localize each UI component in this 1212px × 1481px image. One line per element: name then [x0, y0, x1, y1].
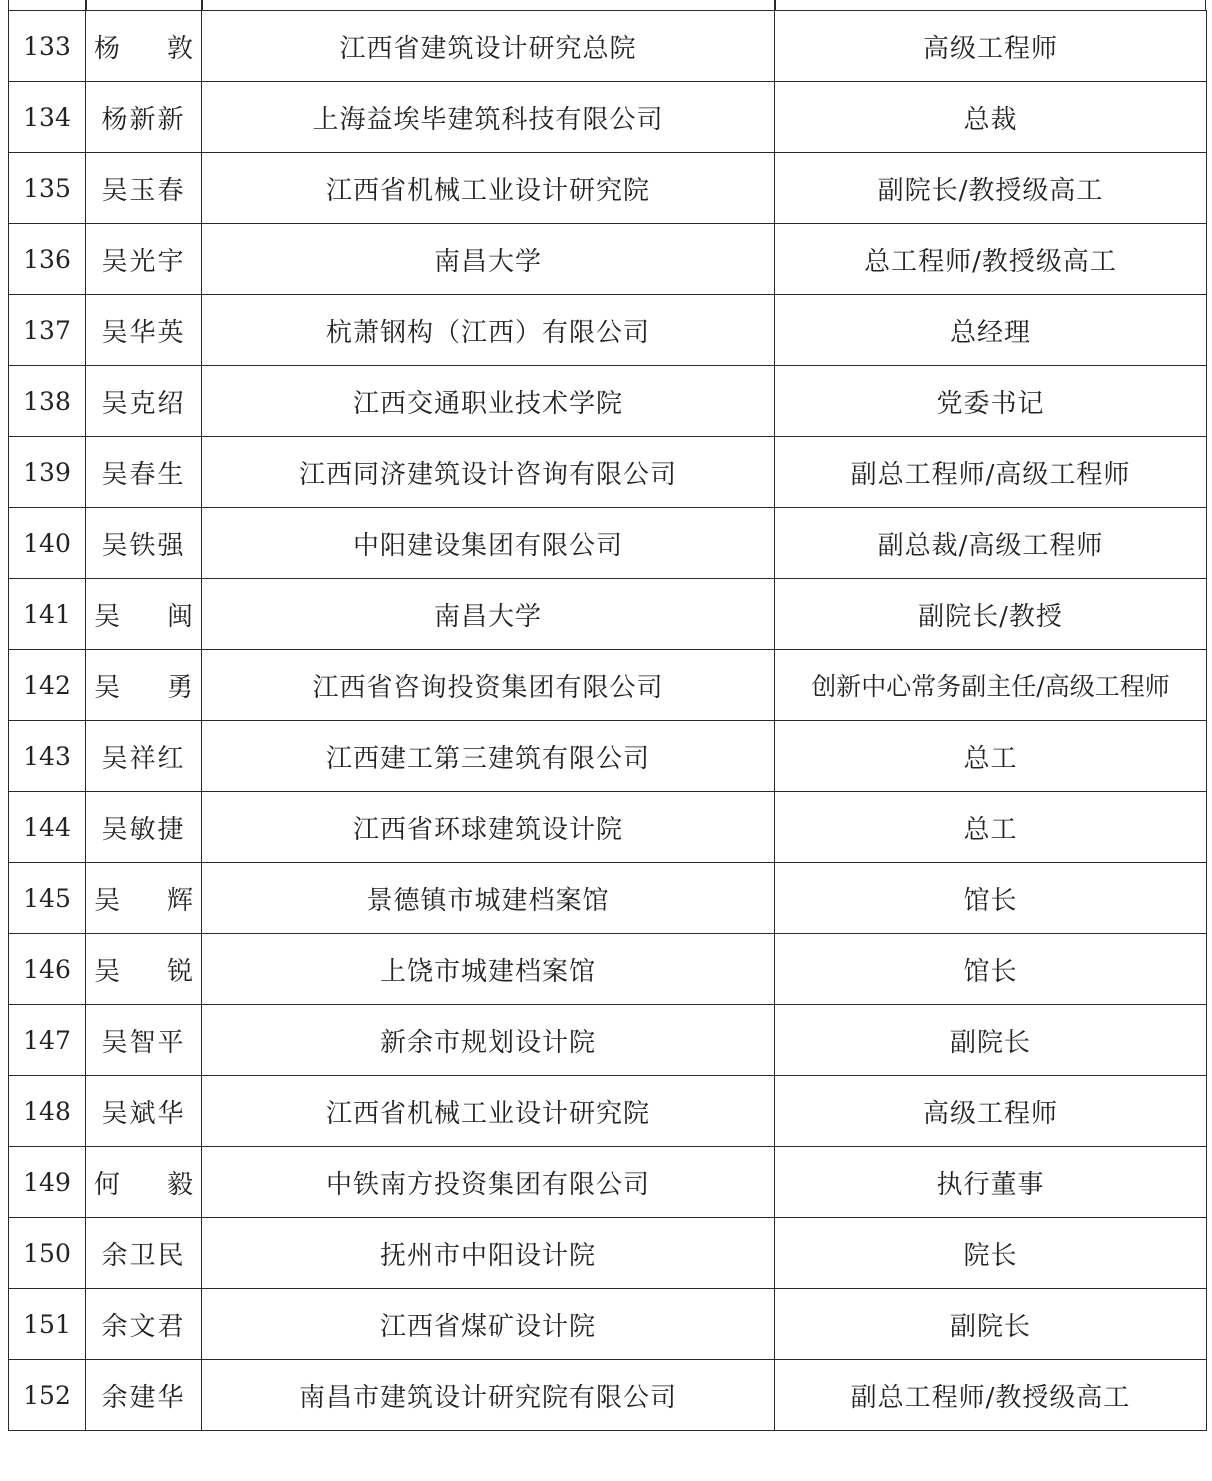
row-number: 138	[9, 366, 86, 437]
person-name: 余建华	[86, 1360, 202, 1431]
organization: 杭萧钢构（江西）有限公司	[202, 295, 775, 366]
organization: 江西同济建筑设计咨询有限公司	[202, 437, 775, 508]
table-row	[9, 1147, 1207, 1218]
organization: 江西建工第三建筑有限公司	[202, 721, 775, 792]
job-title: 总裁	[775, 82, 1207, 153]
person-name: 杨 敦	[86, 11, 202, 82]
person-name: 吴 勇	[86, 650, 202, 721]
row-number: 133	[9, 11, 86, 82]
organization: 中铁南方投资集团有限公司	[202, 1147, 775, 1218]
job-title: 副院长	[775, 1289, 1207, 1360]
job-title: 总工	[775, 792, 1207, 863]
organization: 新余市规划设计院	[202, 1005, 775, 1076]
job-title: 创新中心常务副主任/高级工程师	[775, 650, 1207, 721]
person-name: 吴敏捷	[86, 792, 202, 863]
person-name: 吴玉春	[86, 153, 202, 224]
row-number: 139	[9, 437, 86, 508]
member-list-body	[9, 11, 1207, 1431]
row-number: 143	[9, 721, 86, 792]
organization: 景德镇市城建档案馆	[202, 863, 775, 934]
job-title: 副总工程师/教授级高工	[775, 1360, 1207, 1431]
table-row	[9, 508, 1207, 579]
row-number: 152	[9, 1360, 86, 1431]
column-divider	[774, 0, 776, 10]
job-title: 副院长	[775, 1005, 1207, 1076]
person-name: 吴华英	[86, 295, 202, 366]
job-title: 副总工程师/高级工程师	[775, 437, 1207, 508]
organization: 中阳建设集团有限公司	[202, 508, 775, 579]
person-name: 余文君	[86, 1289, 202, 1360]
job-title: 总工程师/教授级高工	[775, 224, 1207, 295]
row-number: 135	[9, 153, 86, 224]
table-row	[9, 792, 1207, 863]
person-name: 吴 辉	[86, 863, 202, 934]
organization: 南昌大学	[202, 579, 775, 650]
organization: 江西省咨询投资集团有限公司	[202, 650, 775, 721]
row-number: 148	[9, 1076, 86, 1147]
row-number: 136	[9, 224, 86, 295]
job-title: 党委书记	[775, 366, 1207, 437]
row-number: 146	[9, 934, 86, 1005]
job-title: 总经理	[775, 295, 1207, 366]
table-row	[9, 1289, 1207, 1360]
column-divider	[85, 0, 87, 10]
row-number: 147	[9, 1005, 86, 1076]
person-name: 杨新新	[86, 82, 202, 153]
person-name: 吴 闽	[86, 579, 202, 650]
job-title: 馆长	[775, 863, 1207, 934]
organization: 江西交通职业技术学院	[202, 366, 775, 437]
job-title: 执行董事	[775, 1147, 1207, 1218]
table-row	[9, 1360, 1207, 1431]
row-number: 150	[9, 1218, 86, 1289]
table-row	[9, 437, 1207, 508]
organization: 江西省建筑设计研究总院	[202, 11, 775, 82]
member-list-table	[8, 10, 1207, 1431]
organization: 抚州市中阳设计院	[202, 1218, 775, 1289]
person-name: 吴克绍	[86, 366, 202, 437]
row-number: 151	[9, 1289, 86, 1360]
person-name: 余卫民	[86, 1218, 202, 1289]
table-row	[9, 650, 1207, 721]
table-row	[9, 863, 1207, 934]
table-row	[9, 1005, 1207, 1076]
person-name: 吴斌华	[86, 1076, 202, 1147]
job-title: 副院长/教授级高工	[775, 153, 1207, 224]
person-name: 吴光宇	[86, 224, 202, 295]
table-row	[9, 224, 1207, 295]
table-top-edge	[8, 0, 1206, 10]
organization: 江西省机械工业设计研究院	[202, 1076, 775, 1147]
row-number: 145	[9, 863, 86, 934]
job-title: 高级工程师	[775, 11, 1207, 82]
row-number: 142	[9, 650, 86, 721]
organization: 江西省环球建筑设计院	[202, 792, 775, 863]
column-divider	[201, 0, 203, 10]
table-row	[9, 1218, 1207, 1289]
table-row	[9, 11, 1207, 82]
person-name: 吴 锐	[86, 934, 202, 1005]
table-row	[9, 295, 1207, 366]
person-name: 吴祥红	[86, 721, 202, 792]
row-number: 149	[9, 1147, 86, 1218]
row-number: 144	[9, 792, 86, 863]
table-row	[9, 934, 1207, 1005]
job-title: 院长	[775, 1218, 1207, 1289]
table-row	[9, 82, 1207, 153]
person-name: 吴春生	[86, 437, 202, 508]
row-number: 134	[9, 82, 86, 153]
job-title: 副总裁/高级工程师	[775, 508, 1207, 579]
job-title: 馆长	[775, 934, 1207, 1005]
table-row	[9, 366, 1207, 437]
person-name: 吴智平	[86, 1005, 202, 1076]
organization: 南昌大学	[202, 224, 775, 295]
table-row	[9, 1076, 1207, 1147]
table-row	[9, 721, 1207, 792]
organization: 上饶市城建档案馆	[202, 934, 775, 1005]
job-title: 总工	[775, 721, 1207, 792]
job-title: 副院长/教授	[775, 579, 1207, 650]
table-row	[9, 579, 1207, 650]
row-number: 137	[9, 295, 86, 366]
person-name: 何 毅	[86, 1147, 202, 1218]
row-number: 141	[9, 579, 86, 650]
table-row	[9, 153, 1207, 224]
organization: 江西省煤矿设计院	[202, 1289, 775, 1360]
person-name: 吴铁强	[86, 508, 202, 579]
organization: 上海益埃毕建筑科技有限公司	[202, 82, 775, 153]
row-number: 140	[9, 508, 86, 579]
job-title: 高级工程师	[775, 1076, 1207, 1147]
organization: 江西省机械工业设计研究院	[202, 153, 775, 224]
organization: 南昌市建筑设计研究院有限公司	[202, 1360, 775, 1431]
